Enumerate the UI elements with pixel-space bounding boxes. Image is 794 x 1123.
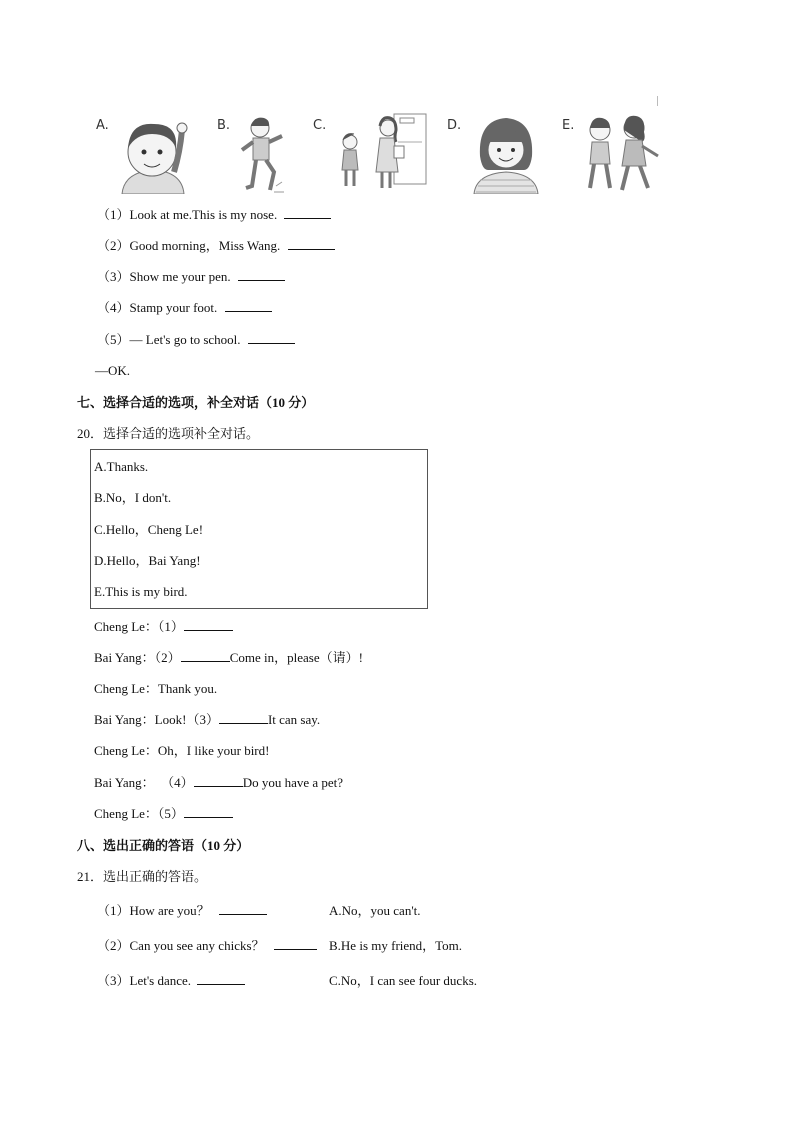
answer-blank[interactable] — [184, 806, 233, 818]
option-d: D.Hello，Bai Yang! — [94, 553, 201, 568]
response-item-2-question: （2）Can you see any chicks？ — [97, 938, 317, 954]
option-e: E.This is my bird. — [94, 584, 188, 599]
answer-blank[interactable] — [184, 619, 233, 631]
answer-blank[interactable] — [248, 332, 295, 344]
girl-smiling-icon — [470, 112, 542, 194]
dialogue-line-5: Cheng Le：Oh，I like your bird! — [94, 743, 270, 758]
option-c: C.Hello，Cheng Le! — [94, 522, 204, 537]
section-7-heading: 七、选择合适的选项，补全对话（10 分） — [77, 395, 315, 410]
dialogue-line-7: Cheng Le：（5） — [94, 806, 233, 822]
matching-item-4: （4）Stamp your foot. — [97, 300, 272, 316]
picture-label-e: E. — [562, 118, 575, 133]
dialogue-line-1: Cheng Le：（1） — [94, 619, 233, 635]
picture-label-a: A. — [96, 118, 109, 133]
dialogue-line-2: Bai Yang：（2） Come in，please（请）! — [94, 650, 363, 665]
page-mark — [657, 96, 658, 106]
dialogue-line-4: Bai Yang：Look!（3） It can say. — [94, 712, 321, 727]
matching-item-3: （3）Show me your pen. — [97, 269, 285, 285]
dialogue-line-6: Bai Yang： （4） Do you have a pet? — [94, 775, 344, 790]
picture-label-c: C. — [313, 118, 327, 133]
answer-blank[interactable] — [219, 712, 268, 724]
matching-item-2: （2）Good morning，Miss Wang. — [97, 238, 335, 254]
picture-label-b: B. — [217, 118, 231, 133]
answer-blank[interactable] — [274, 938, 317, 950]
picture-label-d: D. — [447, 118, 462, 133]
matching-item-1: （1）Look at me.This is my nose. — [97, 207, 331, 223]
girl-greeting-teacher-icon — [332, 112, 428, 192]
answer-blank[interactable] — [197, 973, 245, 985]
answer-blank[interactable] — [284, 207, 331, 219]
section-8-heading: 八、选出正确的答语（10 分） — [77, 838, 250, 853]
answer-blank[interactable] — [181, 650, 230, 662]
response-option-c: C.No，I can see four ducks. — [329, 973, 478, 988]
option-b: B.No，I don't. — [94, 490, 172, 505]
response-item-1-question: （1）How are you？ — [97, 903, 267, 919]
question-20-prompt: 20．选择合适的选项补全对话。 — [77, 426, 260, 441]
boy-pointing-nose-icon — [112, 112, 198, 194]
question-21-prompt: 21．选出正确的答语。 — [77, 869, 208, 884]
answer-blank[interactable] — [238, 269, 285, 281]
response-item-3-question: （3）Let's dance. — [97, 973, 245, 989]
response-option-a: A.No，you can't. — [329, 903, 421, 918]
boy-stamping-foot-icon — [234, 114, 290, 196]
matching-item-5-reply: —OK. — [95, 363, 131, 378]
answer-blank[interactable] — [219, 903, 267, 915]
answer-blank[interactable] — [288, 238, 335, 250]
children-walking-to-school-icon — [580, 112, 662, 196]
option-a: A.Thanks. — [94, 459, 149, 474]
dialogue-line-3: Cheng Le：Thank you. — [94, 681, 218, 696]
answer-blank[interactable] — [225, 300, 272, 312]
response-option-b: B.He is my friend，Tom. — [329, 938, 463, 953]
answer-blank[interactable] — [194, 775, 243, 787]
matching-item-5: （5）— Let's go to school. — [97, 332, 295, 348]
